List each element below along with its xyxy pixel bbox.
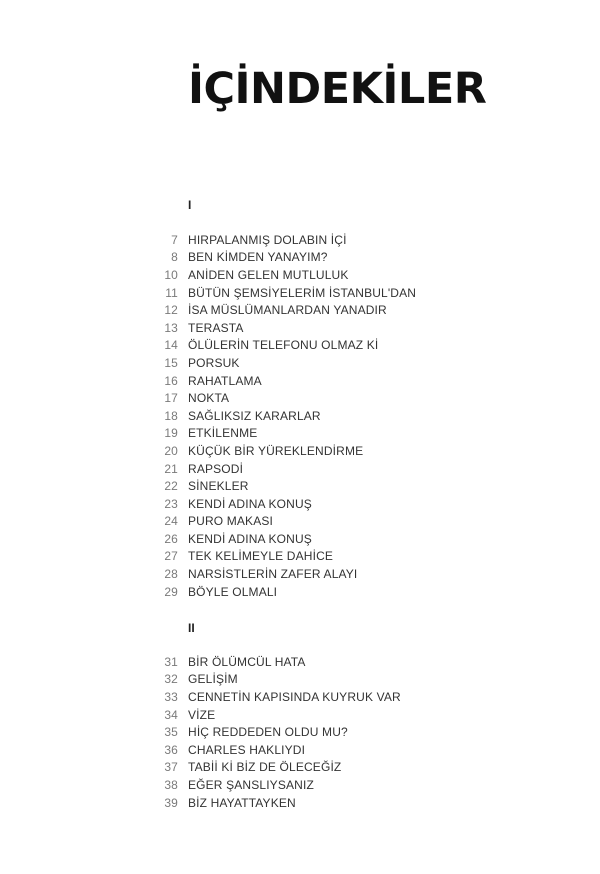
toc-page-number: 17 <box>164 391 178 406</box>
toc-entry <box>150 759 470 777</box>
toc-entry-title: BİR ÖLÜMCÜL HATA <box>188 654 306 669</box>
toc-page-number: 33 <box>164 689 178 704</box>
toc-page-number: 27 <box>164 549 178 564</box>
toc-list-section-2 <box>150 653 470 811</box>
toc-page-number: 12 <box>164 303 178 318</box>
section-label-2: II <box>188 621 195 635</box>
toc-page-number: 29 <box>164 584 178 599</box>
toc-entry <box>150 723 470 741</box>
toc-entry <box>150 583 470 601</box>
toc-entry-title: HİÇ REDDEDEN OLDU MU? <box>188 725 348 740</box>
toc-entry <box>150 442 470 460</box>
toc-entry-title: PURO MAKASI <box>188 514 273 529</box>
toc-page-number: 13 <box>164 320 178 335</box>
toc-entry <box>150 284 470 302</box>
toc-page-number: 11 <box>165 285 178 300</box>
toc-entry-title: CENNETİN KAPISINDA KUYRUK VAR <box>188 689 401 704</box>
toc-entry <box>150 266 470 284</box>
toc-list-section-1 <box>150 231 470 600</box>
toc-entry-title: RAPSODİ <box>188 461 244 476</box>
toc-page-number: 22 <box>164 479 178 494</box>
toc-entry <box>150 671 470 689</box>
toc-entry <box>150 653 470 671</box>
toc-entry-title: PORSUK <box>188 355 240 370</box>
toc-entry-title: VİZE <box>188 707 216 722</box>
toc-page-number: 8 <box>171 250 178 265</box>
toc-page-number: 18 <box>164 408 178 423</box>
toc-entry-title: İSA MÜSLÜMANLARDAN YANADIR <box>188 303 387 318</box>
toc-page-number: 39 <box>164 795 178 810</box>
toc-entry-title: BİZ HAYATTAYKEN <box>188 795 296 810</box>
toc-page-number: 23 <box>164 496 178 511</box>
toc-entry-title: BÖYLE OLMALI <box>188 584 278 599</box>
toc-page-number: 36 <box>164 742 178 757</box>
toc-page-number: 26 <box>164 531 178 546</box>
toc-entry-title: ANİDEN GELEN MUTLULUK <box>188 267 349 282</box>
toc-entry <box>150 530 470 548</box>
toc-page-number: 28 <box>164 567 178 582</box>
toc-entry <box>150 249 470 267</box>
toc-page-number: 7 <box>171 232 178 247</box>
toc-page-number: 38 <box>164 777 178 792</box>
toc-entry-title: ÖLÜLERİN TELEFONU OLMAZ Kİ <box>188 338 379 353</box>
toc-entry-title: TEK KELİMEYLE DAHİCE <box>188 549 334 564</box>
toc-entry <box>150 513 470 531</box>
toc-entry-title: RAHATLAMA <box>188 373 262 388</box>
toc-page-number: 14 <box>164 338 178 353</box>
toc-entry-title: HIRPALANMIŞ DOLABIN İÇİ <box>188 232 347 247</box>
toc-entry <box>150 706 470 724</box>
toc-entry <box>150 372 470 390</box>
toc-entry-title: BEN KİMDEN YANAYIM? <box>188 250 328 265</box>
toc-entry <box>150 354 470 372</box>
toc-entry-title: ETKİLENME <box>188 426 258 441</box>
toc-entry <box>150 407 470 425</box>
toc-entry <box>150 301 470 319</box>
toc-entry <box>150 565 470 583</box>
toc-page-number: 32 <box>164 672 178 687</box>
toc-page-number: 31 <box>164 654 178 669</box>
toc-entry-title: SAĞLIKSIZ KARARLAR <box>188 408 321 423</box>
toc-page-number: 34 <box>164 707 178 722</box>
toc-entry-title: GELİŞİM <box>188 672 238 687</box>
toc-entry <box>150 231 470 249</box>
toc-entry <box>150 389 470 407</box>
toc-entry-title: KENDİ ADINA KONUŞ <box>188 531 312 546</box>
toc-page-number: 20 <box>164 443 178 458</box>
toc-page-number: 37 <box>164 760 178 775</box>
toc-entry-title: BÜTÜN ŞEMSİYELERİM İSTANBUL'DAN <box>188 285 417 300</box>
toc-entry <box>150 425 470 443</box>
toc-entry <box>150 548 470 566</box>
toc-entry-title: CHARLES HAKLIYDI <box>188 742 306 757</box>
toc-page-number: 21 <box>164 461 178 476</box>
toc-page-number: 19 <box>164 426 178 441</box>
toc-entry-title: TERASTA <box>188 320 244 335</box>
section-label-1: I <box>188 198 192 212</box>
toc-entry <box>150 495 470 513</box>
toc-entry-title: SİNEKLER <box>188 479 249 494</box>
toc-entry <box>150 477 470 495</box>
toc-entry <box>150 741 470 759</box>
toc-entry <box>150 460 470 478</box>
toc-page-number: 24 <box>164 514 178 529</box>
toc-entry <box>150 776 470 794</box>
toc-page-number: 10 <box>164 267 178 282</box>
toc-entry-title: NOKTA <box>188 391 230 406</box>
toc-entry-title: KÜÇÜK BİR YÜREKLENDİRME <box>188 443 364 458</box>
toc-entry <box>150 688 470 706</box>
toc-entry-title: NARSİSTLERİN ZAFER ALAYI <box>188 567 358 582</box>
toc-entry-title: TABİİ Kİ BİZ DE ÖLECEĞİZ <box>188 760 342 775</box>
toc-entry <box>150 337 470 355</box>
toc-page-number: 16 <box>164 373 178 388</box>
toc-entry-title: EĞER ŞANSLIYSANIZ <box>188 777 314 792</box>
toc-entry <box>150 794 470 812</box>
toc-entry-title: KENDİ ADINA KONUŞ <box>188 496 312 511</box>
toc-entry <box>150 319 470 337</box>
page-title: İÇİNDEKİLER <box>188 64 487 114</box>
toc-page-number: 35 <box>164 725 178 740</box>
toc-page-number: 15 <box>164 355 178 370</box>
